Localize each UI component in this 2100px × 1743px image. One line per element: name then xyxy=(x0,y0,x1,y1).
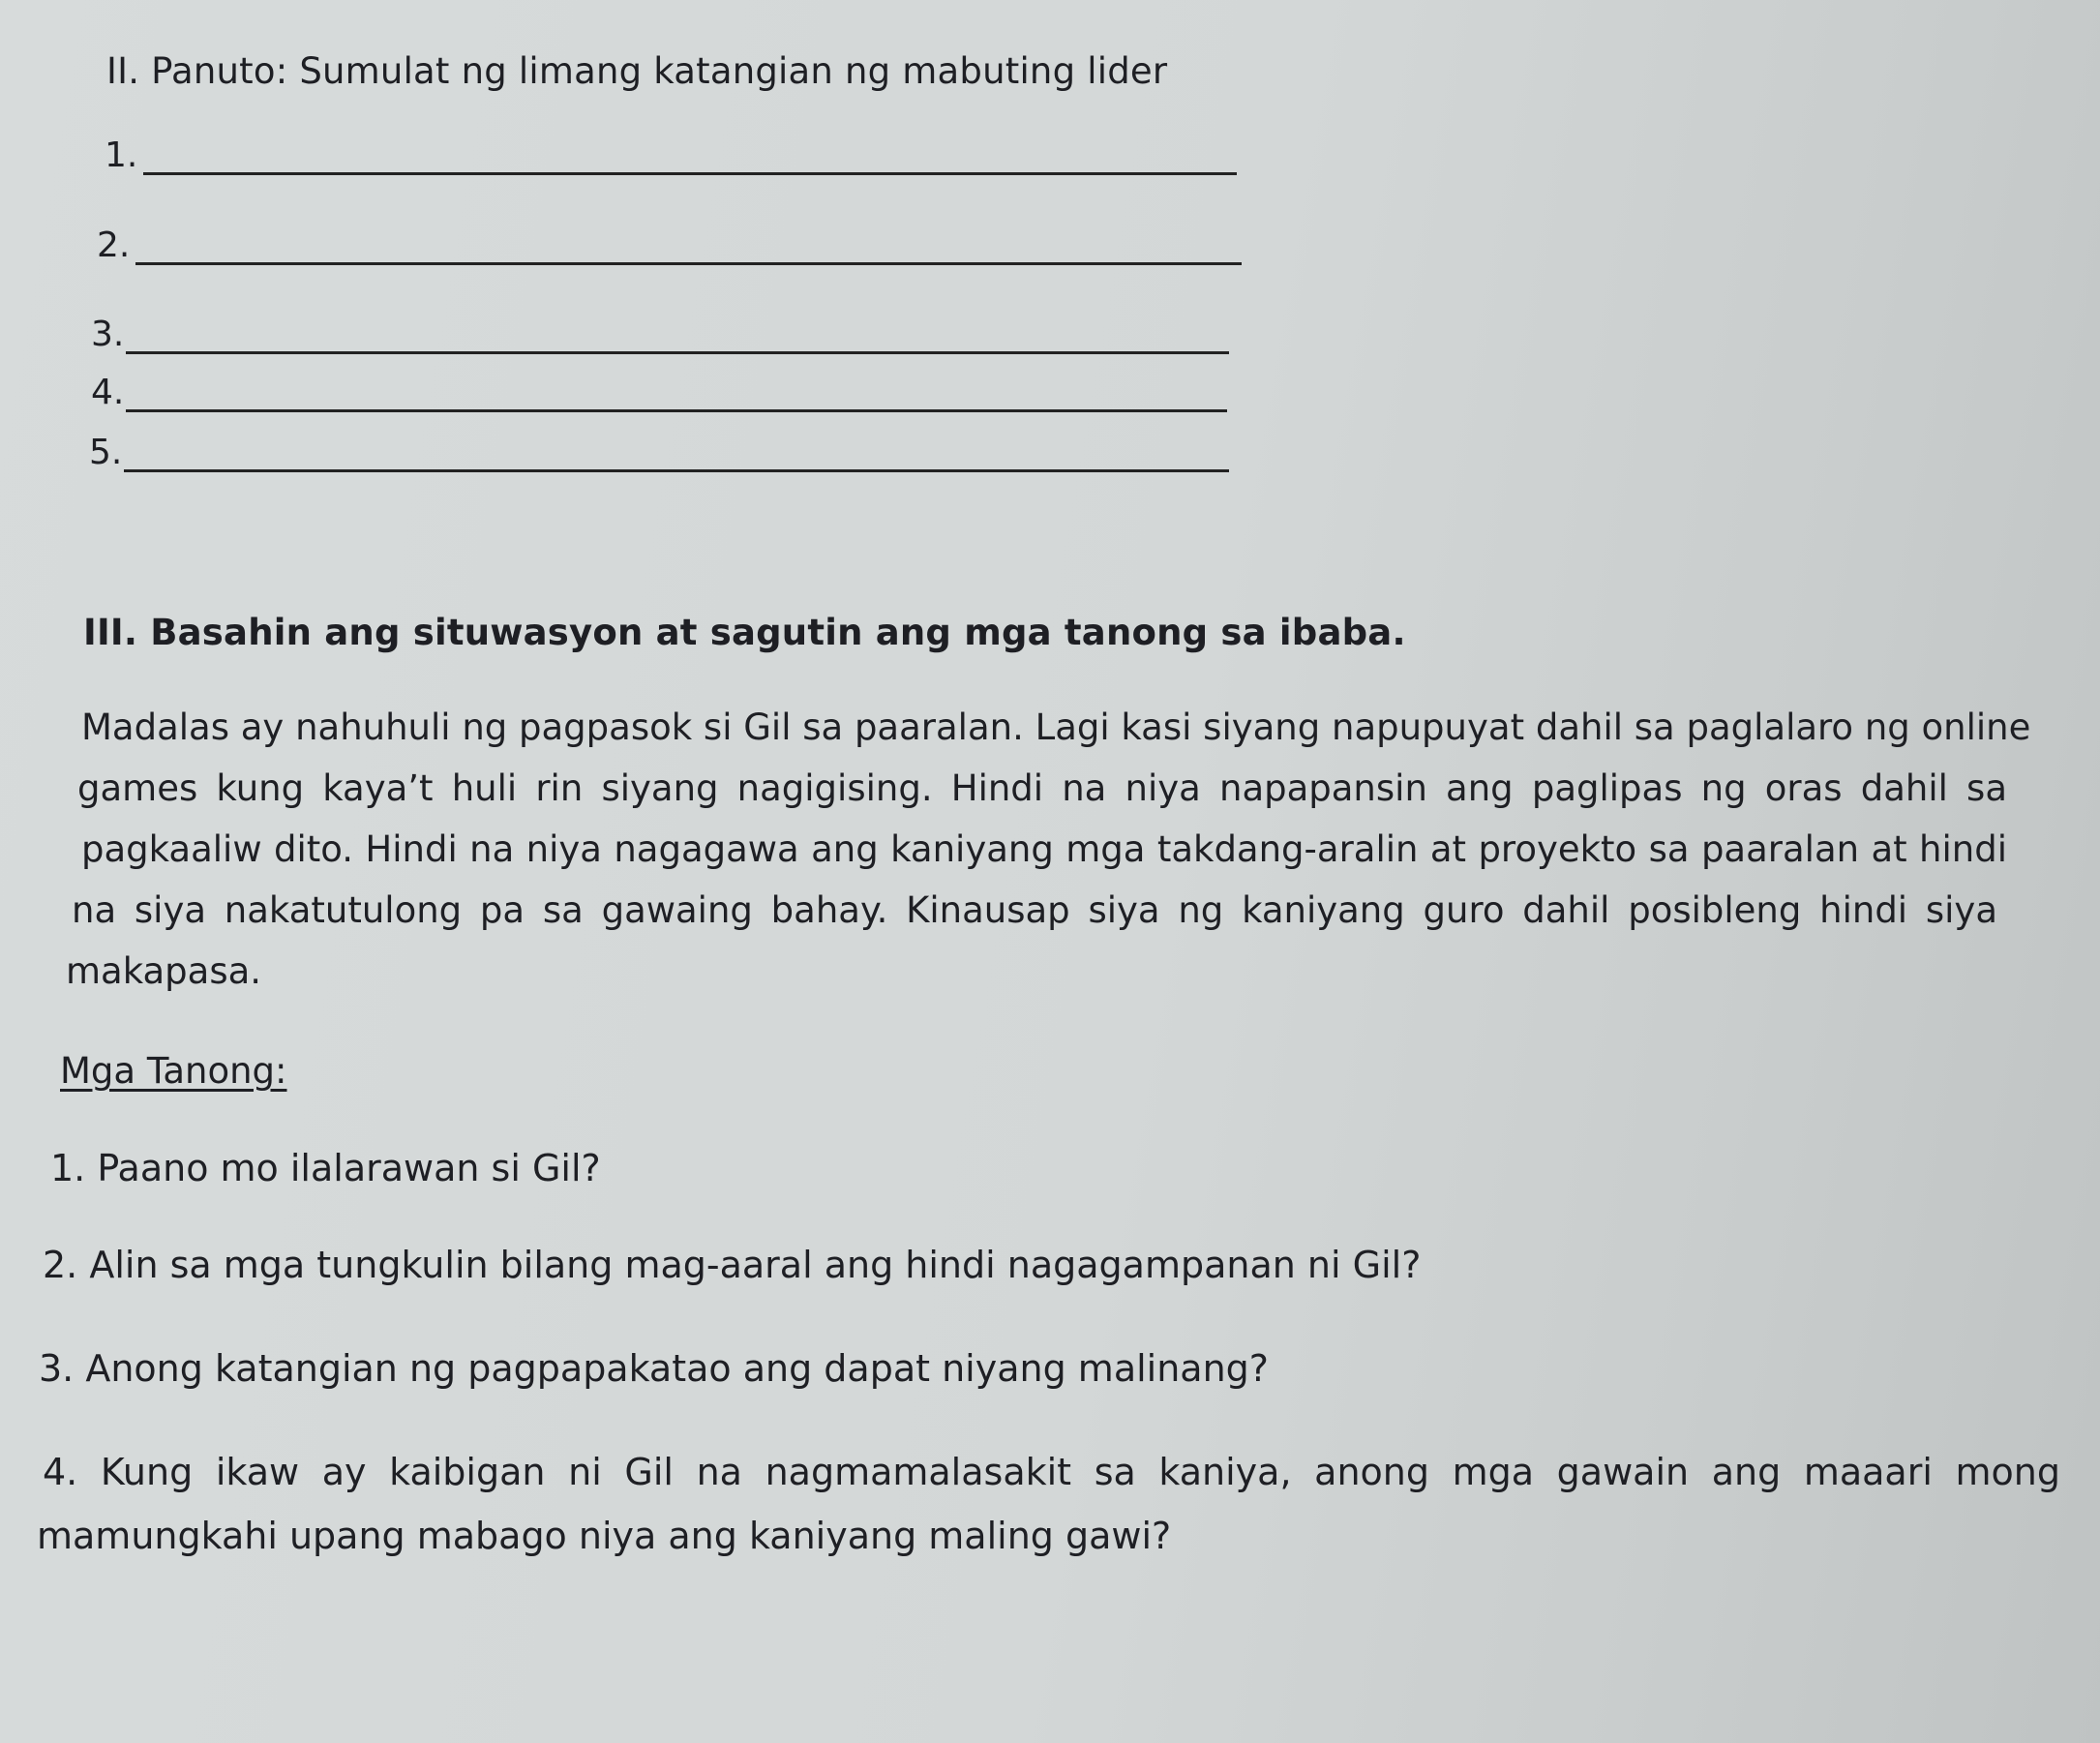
questions-heading: Mga Tanong: xyxy=(60,1050,287,1092)
paragraph-line: makapasa. xyxy=(66,950,262,992)
item-number: 3. xyxy=(91,315,125,354)
answer-item-1[interactable] xyxy=(105,135,1237,175)
paragraph-line: pagkaaliw dito. Hindi na niya nagagawa ang kaniyang mga takdang-aralin at proyekto sa paaralan at hindi xyxy=(81,828,2007,870)
item-number: 4. xyxy=(91,373,125,412)
answer-item-4[interactable] xyxy=(91,373,1227,412)
answer-item-3[interactable] xyxy=(91,315,1229,354)
question-2: 2. Alin sa mga tungkulin bilang mag-aaral ang hindi nagagampanan ni Gil? xyxy=(43,1244,1422,1286)
question-4-line: mamungkahi upang mabago niya ang kaniyang maling gawi? xyxy=(37,1515,1172,1557)
answer-item-5[interactable] xyxy=(89,433,1229,472)
paragraph-line: na siya nakatutulong pa sa gawaing bahay. Kinausap siya ng kaniyang guro dahil posibleng hindi siya xyxy=(72,889,1997,931)
section-3-title: III. Basahin ang situwasyon at sagutin ang mga tanong sa ibaba. xyxy=(83,612,1406,653)
question-4 xyxy=(37,1440,2060,1568)
section-2-title: II. Panuto: Sumulat ng limang katangian ng mabuting lider xyxy=(106,50,1168,92)
situation-paragraph xyxy=(66,697,2031,1002)
item-number: 5. xyxy=(89,433,123,472)
answer-line[interactable] xyxy=(143,139,1237,175)
question-3: 3. Anong katangian ng pagpapakatao ang dapat niyang malinang? xyxy=(39,1347,1269,1390)
question-4-line: 4. Kung ikaw ay kaibigan ni Gil na nagmamalasakit sa kaniya, anong mga gawain ang maaari mong xyxy=(43,1451,2060,1493)
paragraph-line: games kung kaya’t huli rin siyang nagigising. Hindi na niya napapansin ang paglipas ng oras dahil sa xyxy=(77,767,2007,809)
answer-line[interactable] xyxy=(126,376,1227,412)
answer-line[interactable] xyxy=(124,436,1229,472)
answer-line[interactable] xyxy=(135,229,1242,265)
question-1: 1. Paano mo ilalarawan si Gil? xyxy=(50,1147,601,1189)
item-number: 1. xyxy=(105,135,138,175)
answer-item-2[interactable] xyxy=(97,225,1242,265)
paragraph-line: Madalas ay nahuhuli ng pagpasok si Gil sa paaralan. Lagi kasi siyang napupuyat dahil sa paglalaro ng online xyxy=(81,706,2031,748)
item-number: 2. xyxy=(97,225,131,265)
answer-line[interactable] xyxy=(126,318,1229,354)
